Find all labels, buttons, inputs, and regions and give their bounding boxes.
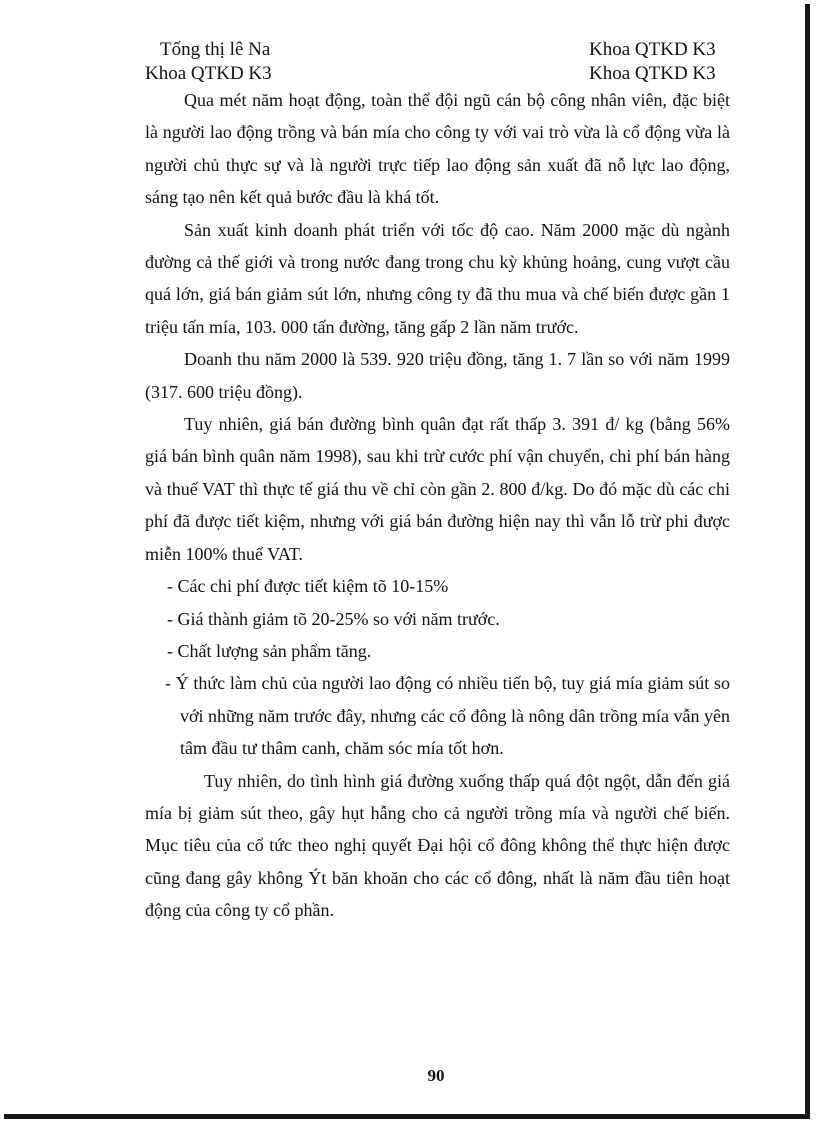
- bullet-item: - Giá thành giảm tõ 20-25% so với năm trước.: [167, 608, 500, 629]
- bullet-item-long: - Ý thức làm chủ của người lao động có nhiều tiến bộ, tuy giá mía giảm sút so với những năm trước đây, nhưng các cổ đông là nông dân trồng mía vẫn yên tâm đầu tư thâm canh, chăm sóc mía tốt hơn.: [165, 673, 731, 759]
- header-department-right-1: Khoa QTKD K3: [589, 39, 716, 60]
- header-author: Tống thị lê Na: [160, 39, 271, 60]
- bullet-item: - Chất lượng sản phẩm tăng.: [167, 640, 372, 661]
- header-right: [589, 38, 716, 86]
- paragraph: Sản xuất kinh doanh phát triển với tốc độ cao. Năm 2000 mặc dù ngành đường cả thế giới và trong nước đang trong chu kỳ khủng hoảng, cung vượt cầu quá lớn, giá bán giảm sút lớn, nhưng công ty đã thu mua và chế biến được gần 1 triệu tấn mía, 103. 000 tấn đường, tăng gấp 2 lần năm trước.: [145, 219, 730, 337]
- paragraph: Qua mét năm hoạt động, toàn thể đội ngũ cán bộ công nhân viên, đặc biệt là người lao động trồng và bán mía cho công ty với vai trò vừa là cổ động vừa là người chủ thực sự và là người trực tiếp lao động sản xuất đã nỗ lực lao động, sáng tạo nên kết quả bước đầu là khá tốt.: [145, 90, 730, 208]
- page-number: 90: [427, 1066, 445, 1085]
- header-left: [145, 38, 272, 86]
- bullet-item: - Các chi phí được tiết kiệm tõ 10-15%: [167, 576, 449, 597]
- paragraph: Doanh thu năm 2000 là 539. 920 triệu đồng, tăng 1. 7 lần so với năm 1999 (317. 600 triệu đồng).: [145, 349, 730, 402]
- closing-paragraph: Tuy nhiên, do tình hình giá đường xuống thấp quá đột ngột, dẫn đến giá mía bị giảm sút theo, gây hụt hẫng cho cả người trồng mía và người chế biến. Mục tiêu của cổ tức theo nghị quyết Đại hội cổ đông không thể thực hiện được cũng đang gây không Ýt băn khoăn cho các cổ đông, nhất là năm đầu tiên hoạt động của công ty cổ phần.: [145, 770, 730, 921]
- paragraph: Tuy nhiên, giá bán đường bình quân đạt rất thấp 3. 391 đ/ kg (bằng 56% giá bán bình quân năm 1998), sau khi trừ cước phí vận chuyển, chi phí bán hàng và thuế VAT thì thực tế giá thu về chỉ còn gần 2. 800 đ/kg. Do đó mặc dù các chi phí đã được tiết kiệm, nhưng với giá bán đường hiện nay thì vẫn lỗ trừ phi được miễn 100% thuế VAT.: [145, 414, 730, 564]
- header-department-right-2: Khoa QTKD K3: [589, 63, 716, 84]
- header-department-left: Khoa QTKD K3: [145, 63, 272, 84]
- document-body: [145, 84, 730, 927]
